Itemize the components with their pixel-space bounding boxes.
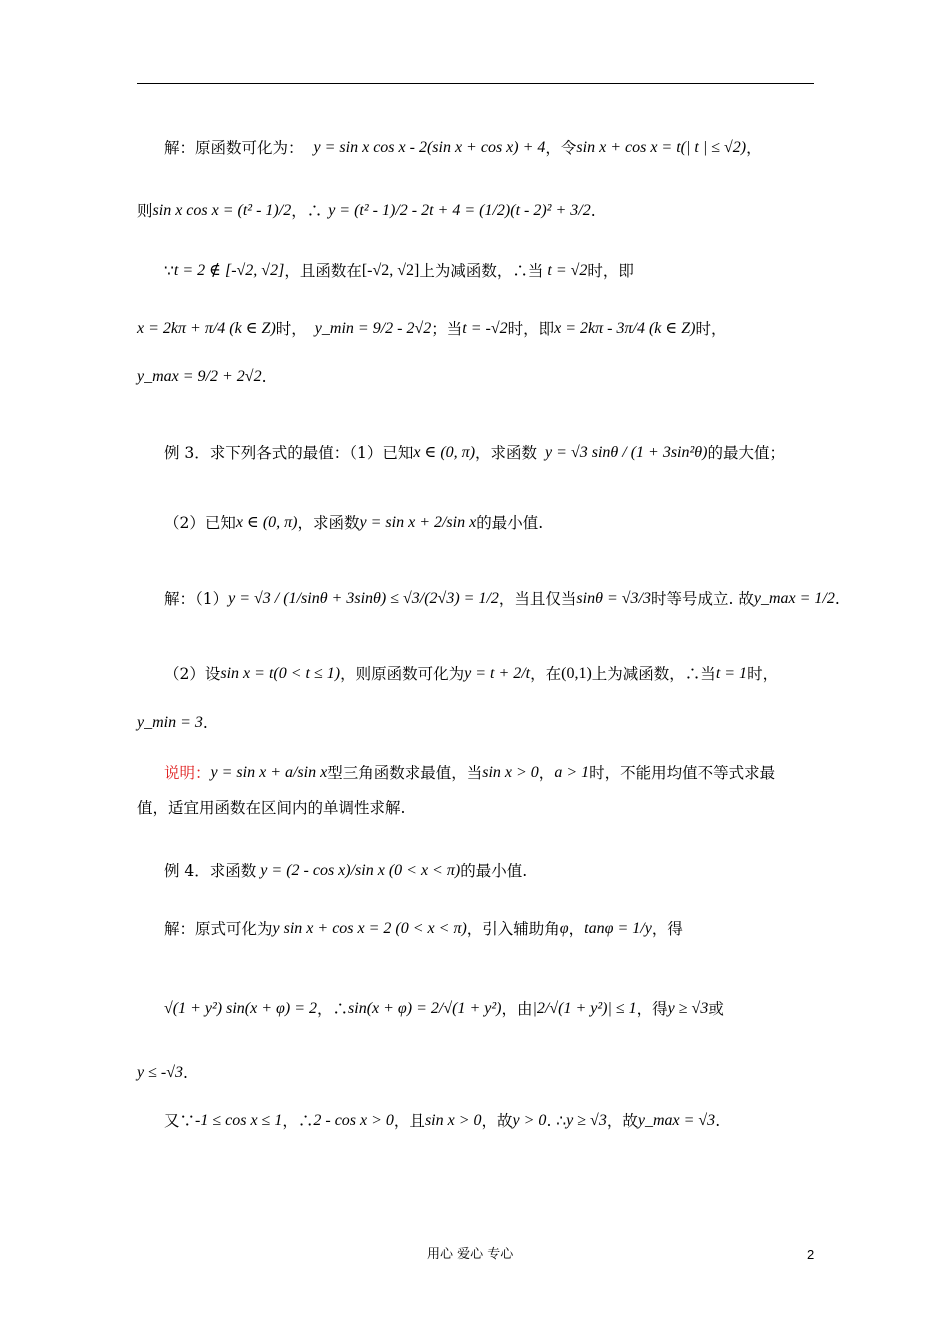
- text: ，由: [501, 1000, 533, 1018]
- equation: (0,1): [561, 665, 592, 682]
- text: .: [261, 368, 267, 386]
- text: （2）设: [164, 665, 221, 683]
- equation: y_min = 9/2 - 2√2: [314, 320, 432, 337]
- equation: x ∈ (0, π): [235, 514, 298, 531]
- solution-1-line-4: [137, 318, 817, 340]
- text: 时，即: [507, 320, 555, 338]
- text: ，∴: [282, 1112, 314, 1130]
- equation: y_max = 1/2: [753, 590, 835, 607]
- page-number: 2: [807, 1247, 815, 1262]
- equation: sin x = t(0 < t ≤ 1): [220, 665, 341, 682]
- solution-4-line-3: [137, 1062, 817, 1084]
- equation: x = 2kπ - 3π/4 (k ∈ Z): [554, 320, 696, 337]
- equation: y_max = √3: [637, 1112, 716, 1129]
- text: ，∴: [291, 202, 323, 220]
- text: ，在: [530, 665, 562, 683]
- solution-3-part-2: [164, 663, 844, 685]
- solution-4-line-4: [164, 1110, 844, 1132]
- text: 又∵: [164, 1112, 196, 1130]
- equation: y = sin x + a/sin x: [210, 764, 328, 781]
- text: ，故: [606, 1112, 638, 1130]
- equation: x ∈ (0, π): [413, 444, 476, 461]
- text: ，得: [651, 920, 683, 938]
- equation: y = t + 2/t: [464, 665, 531, 682]
- text: ，: [538, 764, 555, 782]
- equation: y ≤ -√3: [137, 1064, 183, 1081]
- solution-1-line-2: [137, 200, 817, 222]
- text: 时，: [275, 320, 307, 338]
- text: 上为减函数，∴当: [419, 262, 544, 280]
- equation: a > 1: [554, 764, 590, 781]
- equation: y = sin x + 2/sin x: [359, 514, 477, 531]
- solution-3-part-1: [164, 588, 844, 610]
- text: ，故: [481, 1112, 513, 1130]
- text: 值，适宜用函数在区间内的单调性求解.: [137, 799, 406, 817]
- text: ，∴: [317, 1000, 349, 1018]
- text: 时，: [695, 320, 727, 338]
- solution-4-line-1: [164, 918, 844, 940]
- equation: y ≥ √3: [667, 1000, 709, 1017]
- equation: t = -√2: [462, 320, 508, 337]
- example-label: 例 3．求下列各式的最值：（1）已知: [164, 444, 414, 462]
- example-label: 例 4．求函数: [164, 862, 257, 880]
- text: ，则原函数可化为: [340, 665, 465, 683]
- text: 时，: [747, 665, 779, 683]
- equation: tanφ = 1/y: [584, 920, 652, 937]
- text: .: [183, 1064, 188, 1082]
- text: ，且函数在: [284, 262, 362, 280]
- text: 型三角函数求最值，当: [327, 764, 483, 782]
- equation: y ≥ √3: [566, 1112, 607, 1129]
- equation: t = 1: [715, 665, 748, 682]
- equation: sin x + cos x = t(| t | ≤ √2): [576, 139, 747, 156]
- text: 时等号成立. 故: [650, 590, 754, 608]
- text: 的最大值；: [707, 444, 785, 462]
- equation: 2 - cos x > 0: [313, 1112, 394, 1129]
- equation: y > 0: [512, 1112, 547, 1129]
- text: ，得: [636, 1000, 668, 1018]
- solution-label: 解：原式可化为: [164, 920, 273, 938]
- text: ，令: [545, 139, 577, 157]
- text: .: [715, 1112, 721, 1130]
- solution-1-line-1: [164, 137, 844, 159]
- text: ∵: [164, 262, 174, 280]
- equation: t = √2: [547, 262, 588, 279]
- solution-1-line-3: [164, 260, 844, 282]
- text: 时，即: [587, 262, 634, 280]
- equation: √(1 + y²) sin(x + φ) = 2: [164, 1000, 318, 1017]
- footer-slogan: 用心 爱心 专心: [427, 1247, 514, 1262]
- text: .: [202, 714, 208, 732]
- text: 的最小值.: [476, 514, 544, 532]
- note-line-1: [164, 762, 844, 784]
- equation: x = 2kπ + π/4 (k ∈ Z): [137, 320, 276, 337]
- header-rule: [137, 83, 814, 84]
- equation: y_min = 3: [137, 714, 203, 731]
- equation: t = 2 ∉ [-√2, √2]: [173, 262, 285, 279]
- text: ，求函数: [297, 514, 360, 532]
- solution-3-part-2-result: [137, 712, 817, 734]
- equation: y = √3 sinθ / (1 + 3sin²θ): [545, 444, 708, 461]
- equation: y = (2 - cos x)/sin x (0 < x < π): [260, 862, 461, 879]
- text: 上为减函数，∴当: [591, 665, 716, 683]
- note-line-2: [137, 797, 817, 819]
- text: .: [590, 202, 596, 220]
- note-label: 说明：: [164, 764, 211, 782]
- text: .: [834, 590, 840, 608]
- equation: y = (t² - 1)/2 - 2t + 4 = (1/2)(t - 2)² + 3/2: [328, 202, 591, 219]
- text: 则: [137, 202, 153, 220]
- equation: y = √3 / (1/sinθ + 3sinθ) ≤ √3/(2√3) = 1/2: [228, 590, 499, 607]
- equation: y = sin x cos x - 2(sin x + cos x) + 4: [313, 139, 546, 156]
- text: （2）已知: [164, 514, 236, 532]
- text: ，: [746, 139, 762, 157]
- text: 时，不能用均值不等式求最: [589, 764, 776, 782]
- equation: |2/√(1 + y²)| ≤ 1: [532, 1000, 637, 1017]
- text: ；当: [431, 320, 463, 338]
- equation: sin x cos x = (t² - 1)/2: [152, 202, 292, 219]
- text: 或: [708, 1000, 724, 1018]
- text: ，当且仅当: [498, 590, 577, 608]
- equation: sin(x + φ) = 2/√(1 + y²): [348, 1000, 502, 1017]
- solution-1-line-5: [137, 366, 817, 388]
- equation: φ: [559, 920, 569, 937]
- solution-label: 解：原函数可化为：: [164, 139, 304, 157]
- text: ，引入辅助角: [466, 920, 560, 938]
- text: . ∴: [546, 1112, 567, 1130]
- equation: [-√2, √2]: [361, 262, 420, 279]
- equation: y sin x + cos x = 2 (0 < x < π): [272, 920, 467, 937]
- equation: sin x > 0: [482, 764, 539, 781]
- example-3-line-1: [164, 442, 844, 464]
- equation: sinθ = √3/3: [576, 590, 651, 607]
- example-3-line-2: [164, 512, 844, 534]
- equation: y_max = 9/2 + 2√2: [137, 368, 262, 385]
- example-4: [164, 860, 844, 882]
- text: ，求函数: [475, 444, 538, 462]
- equation: -1 ≤ cos x ≤ 1: [195, 1112, 283, 1129]
- text: 的最小值.: [460, 862, 528, 880]
- solution-label: 解：（1）: [164, 590, 229, 608]
- solution-4-line-2: [164, 998, 844, 1020]
- equation: sin x > 0: [424, 1112, 482, 1129]
- text: ，: [568, 920, 585, 938]
- text: ，且: [393, 1112, 425, 1130]
